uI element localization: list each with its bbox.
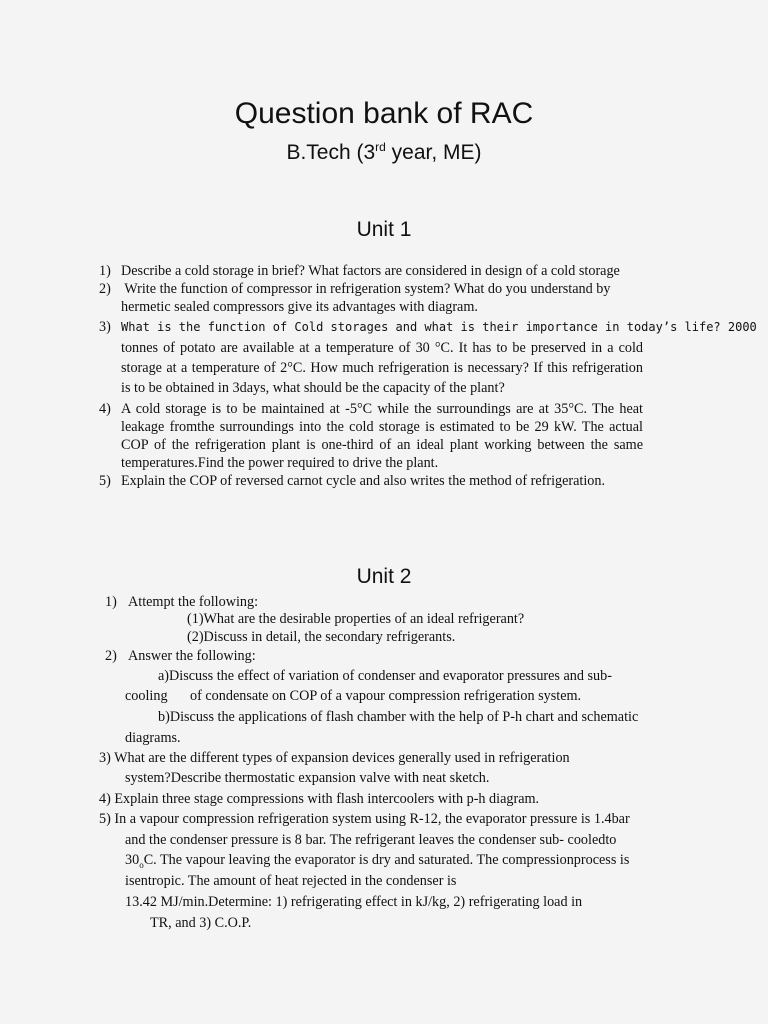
question-number: 3) — [99, 319, 111, 335]
sub-question-text: cooling — [125, 688, 168, 704]
question-text: 4) Explain three stage compressions with flash intercoolers with p-h diagram. — [99, 791, 540, 807]
document-title: Question bank of RAC — [234, 97, 534, 130]
question-number: 2) — [105, 648, 117, 664]
question-text: What is the function of Cold storages and what is their importance in today’s life? 2000 — [121, 320, 757, 334]
question-number: 1) — [99, 263, 111, 279]
unit-1-heading: Unit 1 — [356, 218, 412, 241]
temperature-value: 30 — [125, 852, 140, 868]
question-text: 3) What are the different types of expansion devices generally used in refrigeration — [99, 750, 570, 766]
subtitle-superscript: rd — [375, 140, 386, 154]
question-text: Describe a cold storage in brief? What factors are considered in design of a cold storage — [121, 263, 620, 279]
sub-question-text: a)Discuss the effect of variation of condenser and evaporator pressures and sub- — [158, 668, 612, 684]
question-number: 1) — [105, 594, 117, 610]
question-text: A cold storage is to be maintained at -5°C while the surroundings are at 35°C. The heat — [121, 401, 643, 417]
sub-question-text: b)Discuss the applications of flash chamber with the help of P-h chart and schematic — [158, 709, 639, 725]
question-text: Answer the following: — [128, 648, 256, 664]
question-text: is to be obtained in 3days, what should be the capacity of the plant? — [121, 380, 505, 396]
document-subtitle — [0, 140, 768, 166]
question-text: 13.42 MJ/min.Determine: 1) refrigerating effect in kJ/kg, 2) refrigerating load in — [125, 894, 583, 910]
question-text: isentropic. The amount of heat rejected in the condenser is — [125, 873, 457, 889]
question-number: 4) — [99, 401, 111, 417]
question-text: COP of the refrigeration plant is one-third of an ideal plant working between the same — [121, 437, 643, 453]
unit-2-heading: Unit 2 — [356, 565, 412, 588]
sub-question-text: (1)What are the desirable properties of an ideal refrigerant? — [187, 611, 525, 627]
question-text: system?Describe thermostatic expansion valve with neat sketch. — [125, 770, 490, 786]
question-text: Write the function of compressor in refrigeration system? What do you understand by — [121, 281, 611, 297]
sub-question-text: (2)Discuss in detail, the secondary refrigerants. — [187, 629, 456, 645]
question-text: temperatures.Find the power required to drive the plant. — [121, 455, 439, 471]
question-number: 5) — [99, 473, 111, 489]
subtitle-text-end: year, ME) — [385, 141, 482, 164]
question-number: 2) — [99, 281, 111, 297]
question-text: hermetic sealed compressors give its advantages with diagram. — [121, 299, 478, 315]
question-text — [125, 851, 629, 874]
question-text: and the condenser pressure is 8 bar. The refrigerant leaves the condenser sub- cooledto — [125, 832, 617, 848]
question-text: tonnes of potato are available at a temperature of 30 °C. It has to be preserved in a cold — [121, 340, 643, 356]
question-text: Attempt the following: — [128, 594, 259, 610]
question-text: storage at a temperature of 2°C. How much refrigeration is necessary? If this refrigeration — [121, 360, 643, 376]
question-text-continued: C. The vapour leaving the evaporator is dry and saturated. The compressionprocess is — [143, 852, 630, 868]
question-text: TR, and 3) C.O.P. — [150, 915, 252, 931]
subtitle-text: B.Tech (3 — [286, 141, 376, 164]
question-text: Explain the COP of reversed carnot cycle and also writes the method of refrigeration. — [121, 473, 606, 489]
sub-question-text: of condensate on COP of a vapour compression refrigeration system. — [190, 688, 582, 704]
sub-question-text: diagrams. — [125, 730, 181, 746]
question-text: 5) In a vapour compression refrigeration system using R-12, the evaporator pressure is 1.4bar — [99, 811, 630, 827]
question-text: leakage fromthe surroundings into the cold storage is estimated to be 29 kW. The actual — [121, 419, 643, 435]
degree-subscript: o — [139, 859, 144, 870]
